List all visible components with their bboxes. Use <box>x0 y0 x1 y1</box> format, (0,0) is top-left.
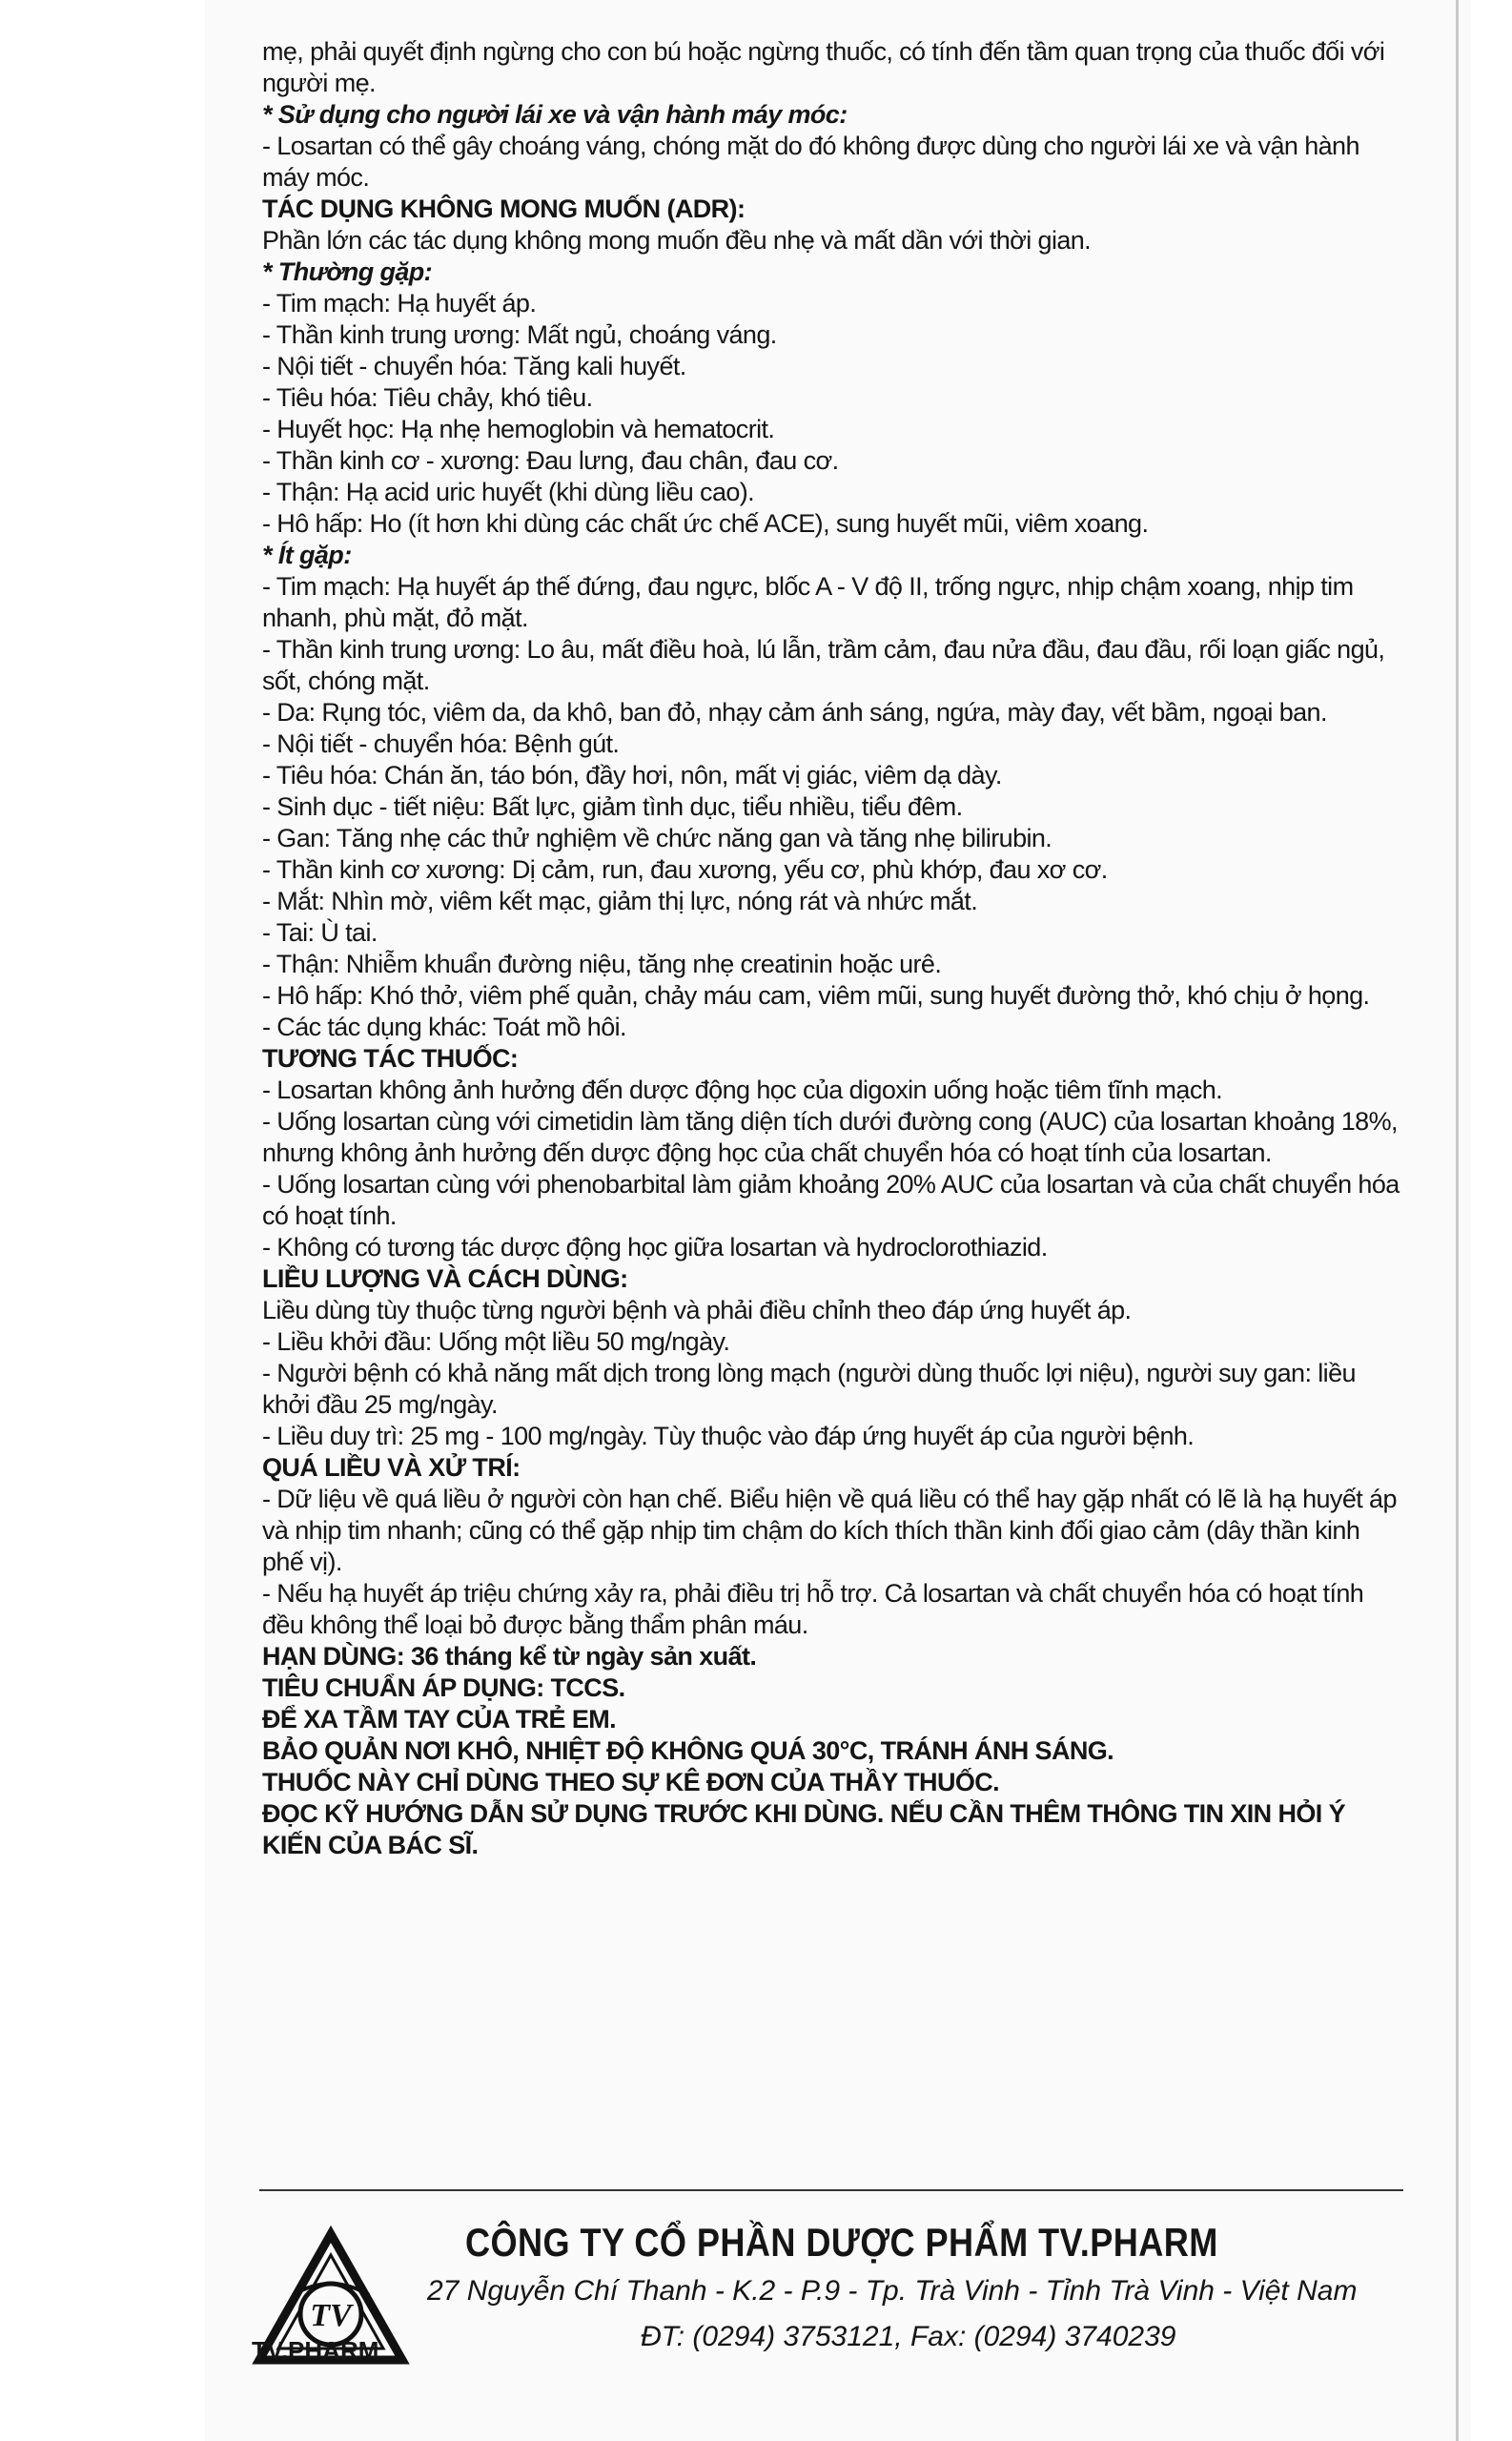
text-line: - Tim mạch: Hạ huyết áp thế đứng, đau ngực, blốc A - V độ II, trống ngực, nhịp chậm xoang, nhịp tim nhanh, phù mặt, đỏ mặt. <box>262 572 1354 632</box>
company-name: CÔNG TY CỔ PHẦN DƯỢC PHẨM TV.PHARM <box>465 2220 1218 2265</box>
text-line: - Dữ liệu về quá liều ở người còn hạn chế. Biểu hiện về quá liều có thể hay gặp nhất có lẽ là hạ huyết áp và nhịp tim nhanh; cũng có thể gặp nhịp tim chậm do kích thích thần kinh đối giao cảm (dây thần kinh phế vị). <box>262 1485 1397 1576</box>
text-line: - Losartan không ảnh hưởng đến dược động học của digoxin uống hoặc tiêm tĩnh mạch. <box>262 1076 1223 1104</box>
text-line: - Thận: Nhiễm khuẩn đường niệu, tăng nhẹ creatinin hoặc urê. <box>262 950 942 978</box>
text-line: - Thận: Hạ acid uric huyết (khi dùng liều cao). <box>262 478 755 506</box>
company-address: 27 Nguyễn Chí Thanh - K.2 - P.9 - Tp. Trà Vinh - Tỉnh Trà Vinh - Việt Nam <box>427 2275 1358 2307</box>
section-heading: TÁC DỤNG KHÔNG MONG MUỐN (ADR): <box>262 195 746 223</box>
subsection-heading: * Thường gặp: <box>262 257 433 286</box>
paper-edge <box>1456 0 1459 2441</box>
section-heading: BẢO QUẢN NƠI KHÔ, NHIỆT ĐỘ KHÔNG QUÁ 30°C, TRÁNH ÁNH SÁNG. <box>262 1736 1114 1765</box>
text-line: - Da: Rụng tóc, viêm da, da khô, ban đỏ, nhạy cảm ánh sáng, ngứa, mày đay, vết bầm, ngoại ban. <box>262 698 1327 727</box>
text-line: - Không có tương tác dược động học giữa losartan và hydroclorothiazid. <box>262 1233 1048 1262</box>
text-line: - Tim mạch: Hạ huyết áp. <box>262 289 537 318</box>
text-line: - Sinh dục - tiết niệu: Bất lực, giảm tình dục, tiểu nhiều, tiểu đêm. <box>262 792 963 821</box>
text-line: - Thần kinh trung ương: Mất ngủ, choáng váng. <box>262 320 777 349</box>
text-line: - Nội tiết - chuyển hóa: Bệnh gút. <box>262 729 620 758</box>
text-line: - Nội tiết - chuyển hóa: Tăng kali huyết. <box>262 352 686 380</box>
footer-divider <box>259 2189 1403 2191</box>
subsection-heading: * Sử dụng cho người lái xe và vận hành máy móc: <box>262 100 848 129</box>
text-line: - Uống losartan cùng với cimetidin làm tăng diện tích dưới đường cong (AUC) của losartan khoảng 18%, nhưng không ảnh hưởng đến dược động học của chất chuyển hóa có hoạt tính của losartan. <box>262 1107 1398 1167</box>
text-line: - Hô hấp: Khó thở, viêm phế quản, chảy máu cam, viêm mũi, sung huyết đường thở, khó chịu ở họng. <box>262 981 1370 1010</box>
section-heading: ĐỂ XA TẦM TAY CỦA TRẺ EM. <box>262 1705 617 1733</box>
section-heading: LIỀU LƯỢNG VÀ CÁCH DÙNG: <box>262 1264 628 1293</box>
section-heading: TƯƠNG TÁC THUỐC: <box>262 1044 519 1073</box>
section-heading: ĐỌC KỸ HƯỚNG DẪN SỬ DỤNG TRƯỚC KHI DÙNG. NẾU CẦN THÊM THÔNG TIN XIN HỎI Ý KIẾN CỦA BÁC SĨ. <box>262 1799 1345 1859</box>
text-line: - Mắt: Nhìn mờ, viêm kết mạc, giảm thị lực, nóng rát và nhức mắt. <box>262 887 978 915</box>
text-line: - Người bệnh có khả năng mất dịch trong lòng mạch (người dùng thuốc lợi niệu), người suy gan: liều khởi đầu 25 mg/ngày. <box>262 1359 1356 1419</box>
text-line: - Thần kinh cơ xương: Dị cảm, run, đau xương, yếu cơ, phù khớp, đau xơ cơ. <box>262 855 1108 884</box>
text-line: mẹ, phải quyết định ngừng cho con bú hoặc ngừng thuốc, có tính đến tầm quan trọng của thuốc đối với người mẹ. <box>262 37 1385 97</box>
leaflet-body-text <box>262 36 1406 1861</box>
text-line: - Thần kinh cơ - xương: Đau lưng, đau chân, đau cơ. <box>262 446 839 475</box>
section-heading: THUỐC NÀY CHỈ DÙNG THEO SỰ KÊ ĐƠN CỦA THẦY THUỐC. <box>262 1768 1000 1796</box>
section-heading: QUÁ LIỀU VÀ XỬ TRÍ: <box>262 1453 521 1482</box>
section-heading: TIÊU CHUẨN ÁP DỤNG: TCCS. <box>262 1673 625 1702</box>
text-line: - Tiêu hóa: Tiêu chảy, khó tiêu. <box>262 383 593 412</box>
text-line: - Huyết học: Hạ nhẹ hemoglobin và hematocrit. <box>262 415 775 443</box>
text-line: Phần lớn các tác dụng không mong muốn đều nhẹ và mất dần với thời gian. <box>262 226 1092 255</box>
section-heading: HẠN DÙNG: 36 tháng kể từ ngày sản xuất. <box>262 1642 757 1671</box>
company-footer <box>250 2203 1413 2403</box>
company-phone: ĐT: (0294) 3753121, Fax: (0294) 3740239 <box>641 2321 1176 2352</box>
text-line: - Nếu hạ huyết áp triệu chứng xảy ra, phải điều trị hỗ trợ. Cả losartan và chất chuyển hóa có hoạt tính đều không thể loại bỏ được bằng thẩm phân máu. <box>262 1579 1364 1639</box>
text-line: - Hô hấp: Ho (ít hơn khi dùng các chất ức chế ACE), sung huyết mũi, viêm xoang. <box>262 509 1149 538</box>
text-line: - Uống losartan cùng với phenobarbital làm giảm khoảng 20% AUC của losartan và của chất chuyển hóa có hoạt tính. <box>262 1170 1400 1230</box>
text-line: - Losartan có thể gây choáng váng, chóng mặt do đó không được dùng cho người lái xe và vận hành máy móc. <box>262 132 1359 192</box>
text-line: - Gan: Tăng nhẹ các thử nghiệm về chức năng gan và tăng nhẹ bilirubin. <box>262 824 1052 852</box>
text-line: - Tai: Ù tai. <box>262 918 378 947</box>
logo-mark: TV <box>310 2298 352 2333</box>
logo-wordmark: TV.PHARM <box>252 2336 379 2365</box>
text-line: - Tiêu hóa: Chán ăn, táo bón, đầy hơi, nôn, mất vị giác, viêm dạ dày. <box>262 761 1002 790</box>
text-line: - Liều duy trì: 25 mg - 100 mg/ngày. Tùy thuộc vào đáp ứng huyết áp của người bệnh. <box>262 1422 1195 1450</box>
text-line: Liều dùng tùy thuộc từng người bệnh và phải điều chỉnh theo đáp ứng huyết áp. <box>262 1296 1132 1324</box>
subsection-heading: * Ít gặp: <box>262 541 352 569</box>
text-line: - Thần kinh trung ương: Lo âu, mất điều hoà, lú lẫn, trầm cảm, đau nửa đầu, đau đầu, rối loạn giấc ngủ, sốt, chóng mặt. <box>262 635 1385 695</box>
text-line: - Liều khởi đầu: Uống một liều 50 mg/ngày. <box>262 1327 730 1356</box>
text-line: - Các tác dụng khác: Toát mồ hôi. <box>262 1013 626 1041</box>
